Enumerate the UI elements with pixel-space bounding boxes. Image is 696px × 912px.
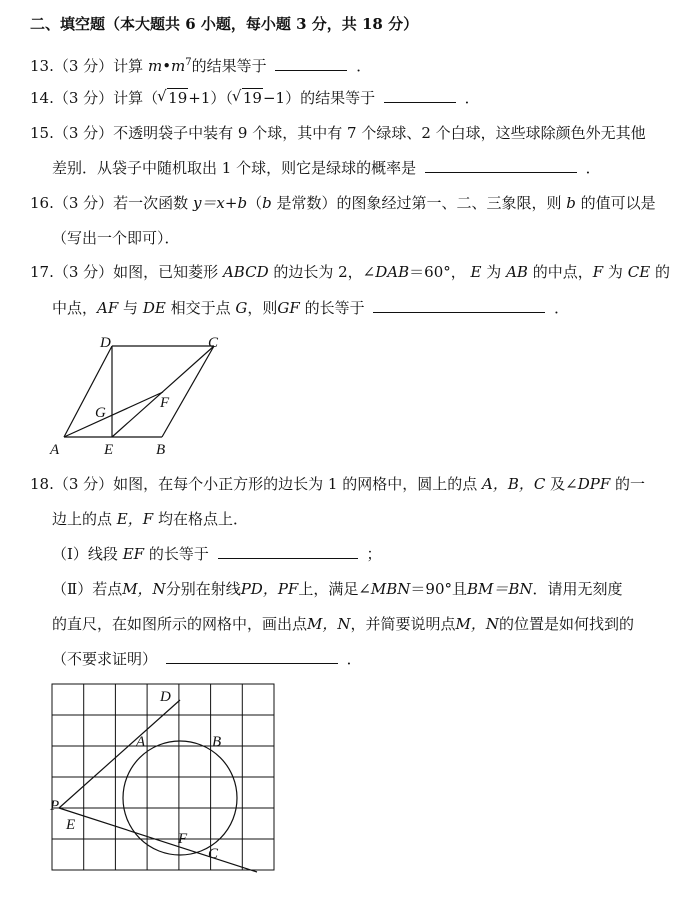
q17-label-d: D (100, 335, 111, 351)
q17-text-h: 中点， (52, 299, 98, 317)
q13-exponent: 7 (185, 57, 192, 68)
q18-line5-text-a: 的直尺，在如图所示的网格中，画出点 (52, 615, 308, 633)
q17-end: ． (554, 299, 570, 317)
q14-radicand-1: 19 (168, 89, 188, 107)
q17-af: AF (97, 299, 119, 317)
q17-text-i: 与 (123, 299, 139, 317)
q15-end: ． (585, 159, 601, 177)
question-18-part2 (52, 579, 623, 599)
question-15-line1: 15.（3 分）不透明袋子中装有 9 个球，其中有 7 个绿球、2 个白球，这些球除颜色外无其他 (30, 124, 646, 142)
q18-text-e: 均在格点上． (157, 510, 248, 528)
q13-end: ． (356, 57, 372, 75)
q18-points: A，B，C (482, 475, 546, 493)
q18-line6-text: （不要求证明） (52, 650, 158, 668)
q14-sqrt-2 (233, 88, 263, 108)
q18-part2-bmbn: BM＝BN (467, 580, 533, 598)
question-18-line2 (52, 509, 248, 529)
q18-dpf: DPF (577, 475, 611, 493)
q17-text-b: 的边长为 2，∠ (273, 263, 376, 281)
section-title: 二、填空题（本大题共 6 小题，每小题 3 分，共 18 分） (30, 15, 419, 33)
q17-ab: AB (506, 263, 528, 281)
q17-ce: CE (627, 263, 651, 281)
q17-label-a: A (50, 442, 60, 458)
q17-dab: DAB (375, 263, 410, 281)
question-16-line2: （写出一个即可）． (52, 229, 180, 247)
q13-var-m2: m (171, 57, 186, 75)
q18-text-c: 的一 (615, 475, 646, 493)
q15-line2-text: 差别．从袋子中随机取出 1 个球，则它是绿球的概率是 (52, 159, 417, 177)
q18-part2-text-b: 分别在射线 (165, 580, 241, 598)
q16-text-d: 的值可以是 (580, 194, 656, 212)
q16-equation: y＝x+b (192, 194, 248, 212)
q18-end: ． (346, 650, 362, 668)
q18-part2-answer-blank[interactable] (166, 649, 338, 664)
q18-text-a: 18.（3 分）如图，在每个小正方形的边长为 1 的网格中，圆上的点 (30, 475, 478, 493)
q18-part2-text-c: 上，满足∠ (298, 580, 371, 598)
q13-tail: 的结果等于 (191, 57, 267, 75)
q16-text-a: 16.（3 分）若一次函数 (30, 194, 189, 212)
q14-radicand-2: 19 (242, 89, 262, 107)
q17-text-c: ＝60°， (409, 263, 466, 281)
q18-part2-pdpf: PD，PF (240, 580, 299, 598)
q18-line5-mn2: M，N (455, 615, 499, 633)
q17-e: E (470, 263, 482, 281)
q18-part2-text-e: ．请用无刻度 (532, 580, 623, 598)
q17-rhombus-figure (44, 332, 254, 462)
q18-part2-mbn: MBN (370, 580, 411, 598)
q17-text-k: ，则 (247, 299, 278, 317)
q18-label-b: B (212, 734, 222, 750)
q18-label-a: A (136, 734, 146, 750)
q18-part2-text-d: ＝90°且 (410, 580, 468, 598)
q13-answer-blank[interactable] (275, 56, 347, 71)
q16-var-b: b (262, 194, 272, 212)
q17-f: F (592, 263, 604, 281)
q14-end: ． (464, 89, 480, 107)
q14-sqrt-1 (158, 88, 188, 108)
q17-text-a: 17.（3 分）如图，已知菱形 (30, 263, 219, 281)
q17-answer-blank[interactable] (373, 298, 545, 313)
q18-label-f: F (178, 831, 188, 847)
q14-answer-blank[interactable] (384, 88, 456, 103)
q17-label-b: B (156, 442, 166, 458)
q17-edge-bc (162, 346, 214, 437)
q18-text-d: 边上的点 (52, 510, 113, 528)
question-17-line1 (30, 262, 670, 282)
q17-label-f: F (160, 395, 170, 411)
question-17-line2 (52, 298, 569, 318)
q18-line5-text-b: ，并简要说明点 (350, 615, 456, 633)
q17-text-d: 为 (486, 263, 502, 281)
q14-mid2: −1）的结果等于 (262, 89, 376, 107)
q17-gf: GF (277, 299, 300, 317)
q17-g: G (235, 299, 248, 317)
q17-text-l: 的长等于 (304, 299, 365, 317)
q18-line5-mn: M，N (307, 615, 351, 633)
q17-text-f: 为 (607, 263, 623, 281)
q13-var-m1: m (147, 57, 163, 75)
q17-label-e: E (104, 442, 114, 458)
q16-text-b: （ (247, 194, 263, 212)
q18-part1-text-b: 的长等于 (148, 545, 209, 563)
q15-answer-blank[interactable] (425, 158, 577, 173)
q17-edge-da (64, 346, 112, 437)
q18-line5-text-c: 的位置是如何找到的 (499, 615, 635, 633)
q18-label-c: C (208, 846, 219, 862)
question-18-line6 (52, 649, 362, 669)
q17-segment-ce (112, 346, 214, 437)
q17-label-c: C (208, 335, 219, 351)
q18-part1-answer-blank[interactable] (218, 544, 358, 559)
q14-mid1: +1）（ (188, 89, 233, 107)
question-18-line5 (52, 614, 634, 634)
q18-label-e: E (66, 817, 76, 833)
q18-label-d: D (160, 689, 171, 705)
question-15-line2 (52, 158, 601, 178)
q17-text-g: 的 (654, 263, 670, 281)
q17-abcd: ABCD (222, 263, 269, 281)
question-14 (30, 88, 480, 108)
q18-part1-end: ； (366, 545, 382, 563)
q17-text-e: 的中点， (532, 263, 593, 281)
q17-de: DE (142, 299, 166, 317)
q16-var-b2: b (566, 194, 576, 212)
q17-text-j: 相交于点 (170, 299, 231, 317)
q18-ef-points: E，F (116, 510, 154, 528)
q18-text-b: 及∠ (550, 475, 578, 493)
q18-part2-text-a: （Ⅱ）若点 (52, 580, 123, 598)
q13-number: 13.（3 分）计算 (30, 57, 144, 75)
q13-dot: • (162, 57, 172, 75)
q18-grid-figure (46, 680, 286, 880)
q18-ray-pd (59, 700, 180, 808)
q17-label-g: G (95, 405, 106, 421)
q18-part2-mn: M，N (122, 580, 166, 598)
q18-part1-ef: EF (122, 545, 145, 563)
q18-part1-text-a: （Ⅰ）线段 (52, 545, 118, 563)
question-18-part1 (52, 544, 381, 564)
question-16-line1 (30, 193, 656, 213)
question-13 (30, 53, 371, 76)
question-18-line1 (30, 474, 645, 494)
q18-ray-pf (59, 808, 257, 872)
q16-text-c: 是常数）的图象经过第一、二、三象限，则 (276, 194, 562, 212)
q14-number: 14.（3 分）计算（ (30, 89, 159, 107)
q17-segment-af (64, 392, 163, 437)
q18-label-p: P (50, 798, 60, 814)
